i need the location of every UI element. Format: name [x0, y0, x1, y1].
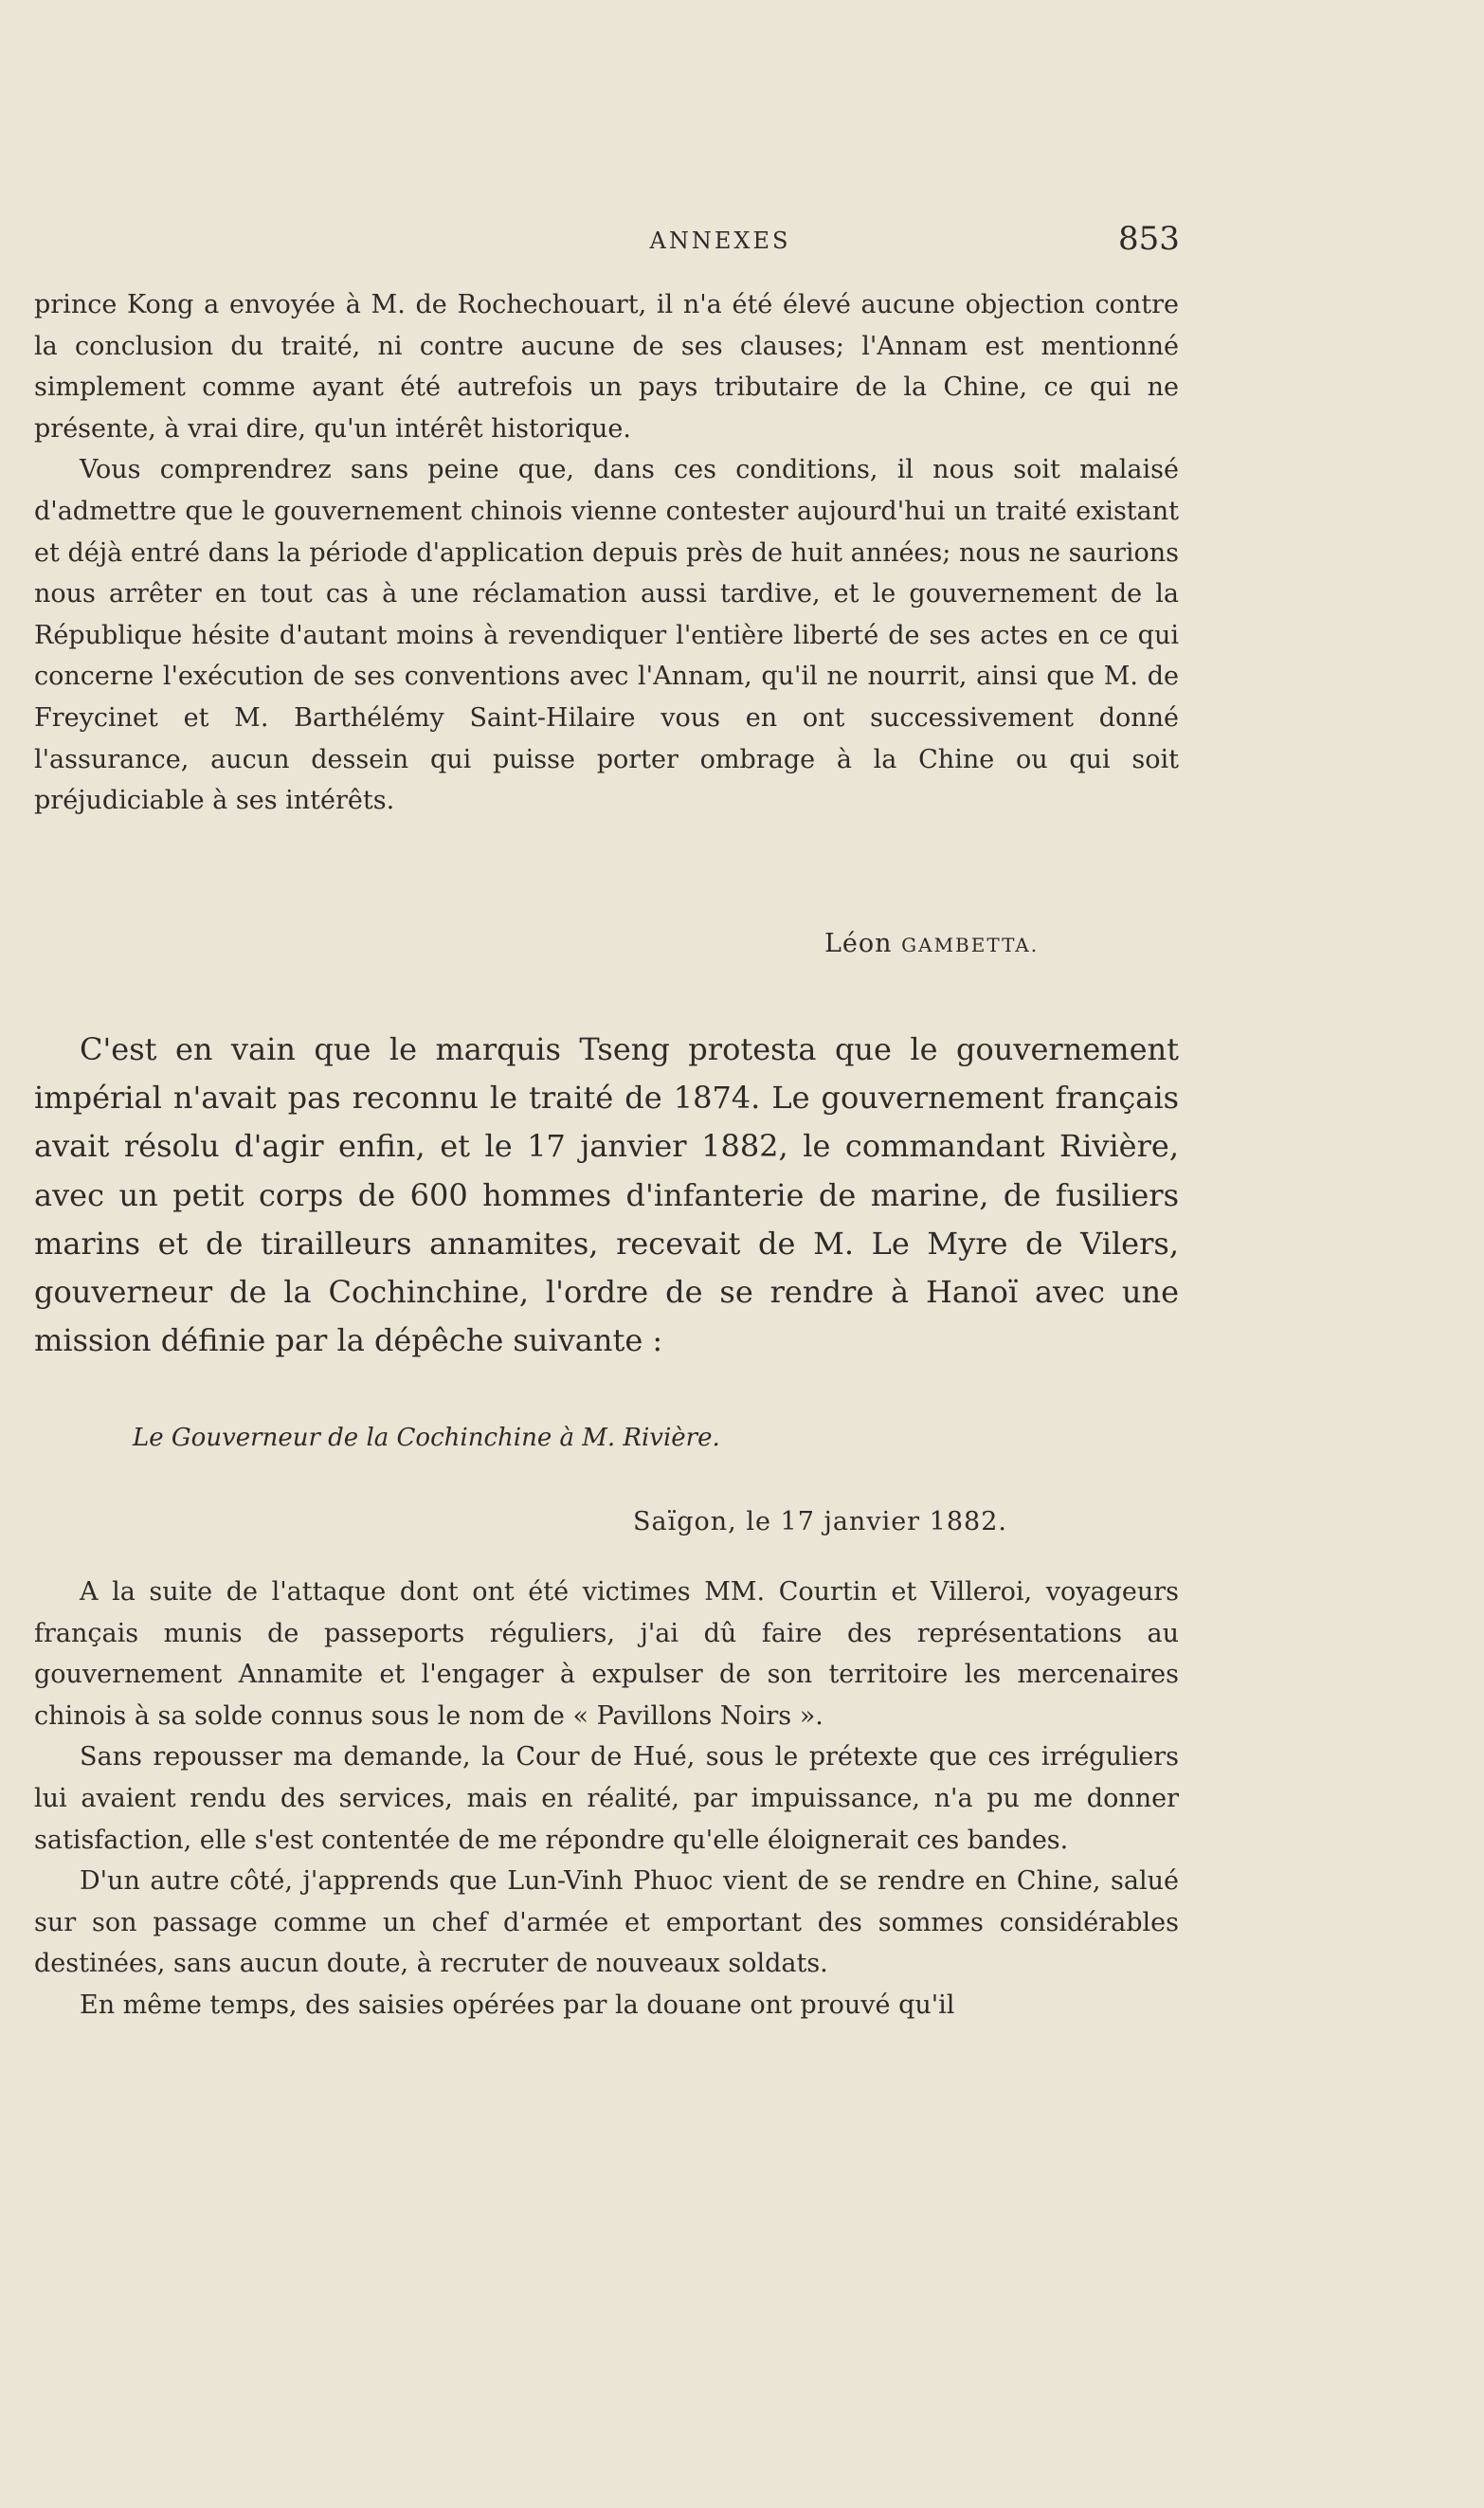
- running-head: ANNEXES: [649, 227, 791, 254]
- letter-dateline: Saïgon, le 17 janvier 1882.: [633, 1507, 1007, 1536]
- signature-first-name: Léon: [824, 929, 893, 958]
- signature: [824, 929, 1185, 958]
- excerpt-paragraph-2: Vous comprendrez sans peine que, dans ces conditions, il nous soit malaisé d'admettre que le gouvernement chinois vienne contester aujourd'hui un traité existant et déjà entré dans la période d'application depuis près de huit années; nous ne saurions nous arrêter en tout cas à une réclamation aussi tardive, et le gouvernement de la République hésite d'autant moins à revendiquer l'entière liberté de ses actes en ce qui concerne l'exécution de ses conventions avec l'Annam, qu'il ne nourrit, ainsi que M. de Freycinet et M. Barthélémy Saint-Hilaire vous en ont successivement donné l'assurance, aucun dessein qui puisse porter ombrage à la Chine ou qui soit préjudiciable à ses intérêts.: [34, 455, 1179, 816]
- page-number: 853: [1118, 220, 1180, 258]
- narrative-section: [34, 1026, 1179, 1365]
- letter-heading: Le Gouverneur de la Cochinchine à M. Rivière.: [133, 1424, 720, 1452]
- letter-paragraph-3: D'un autre côté, j'apprends que Lun-Vinh Phuoc vient de se rendre en Chine, salué sur son passage comme un chef d'armée et emportant des sommes considérables destinées, sans aucun doute, à recruter de nouveaux soldats.: [34, 1866, 1179, 1979]
- excerpt-paragraph-1: prince Kong a envoyée à M. de Rochechouart, il n'a été élevé aucune objection contre la conclusion du traité, ni contre aucune de ses clauses; l'Annam est mentionné simplement comme ayant été autrefois un pays tributaire de la Chine, ce qui ne présente, à vrai dire, qu'un intérêt historique.: [34, 290, 1179, 444]
- gambetta-letter-excerpt: [34, 284, 1179, 822]
- letter-paragraph-2: Sans repousser ma demande, la Cour de Hué, sous le prétexte que ces irréguliers lui avaient rendu des services, mais en réalité, par impuissance, n'a pu me donner satisfaction, elle s'est contentée de me répondre qu'elle éloignerait ces bandes.: [34, 1742, 1179, 1855]
- letter-paragraph-4: En même temps, des saisies opérées par la douane ont prouvé qu'il: [80, 1990, 955, 2020]
- letter-paragraph-1: A la suite de l'attaque dont ont été victimes MM. Courtin et Villeroi, voyageurs français munis de passeports réguliers, j'ai dû faire des représentations au gouvernement Annamite et l'engager à expulser de son territoire les mercenaires chinois à sa solde connus sous le nom de « Pavillons Noirs ».: [34, 1577, 1179, 1731]
- riviere-letter-body: [34, 1572, 1179, 2026]
- narrative-paragraph: C'est en vain que le marquis Tseng protesta que le gouvernement impérial n'avait pas reconnu le traité de 1874. Le gouvernement français avait résolu d'agir enfin, et le 17 janvier 1882, le commandant Rivière, avec un petit corps de 600 hommes d'infanterie de marine, de fusiliers marins et de tirailleurs annamites, recevait de M. Le Myre de Vilers, gouverneur de la Cochinchine, l'ordre de se rendre à Hanoï avec une mission définie par la dépêche suivante :: [34, 1031, 1179, 1359]
- signature-last-name: GAMBETTA.: [901, 934, 1040, 956]
